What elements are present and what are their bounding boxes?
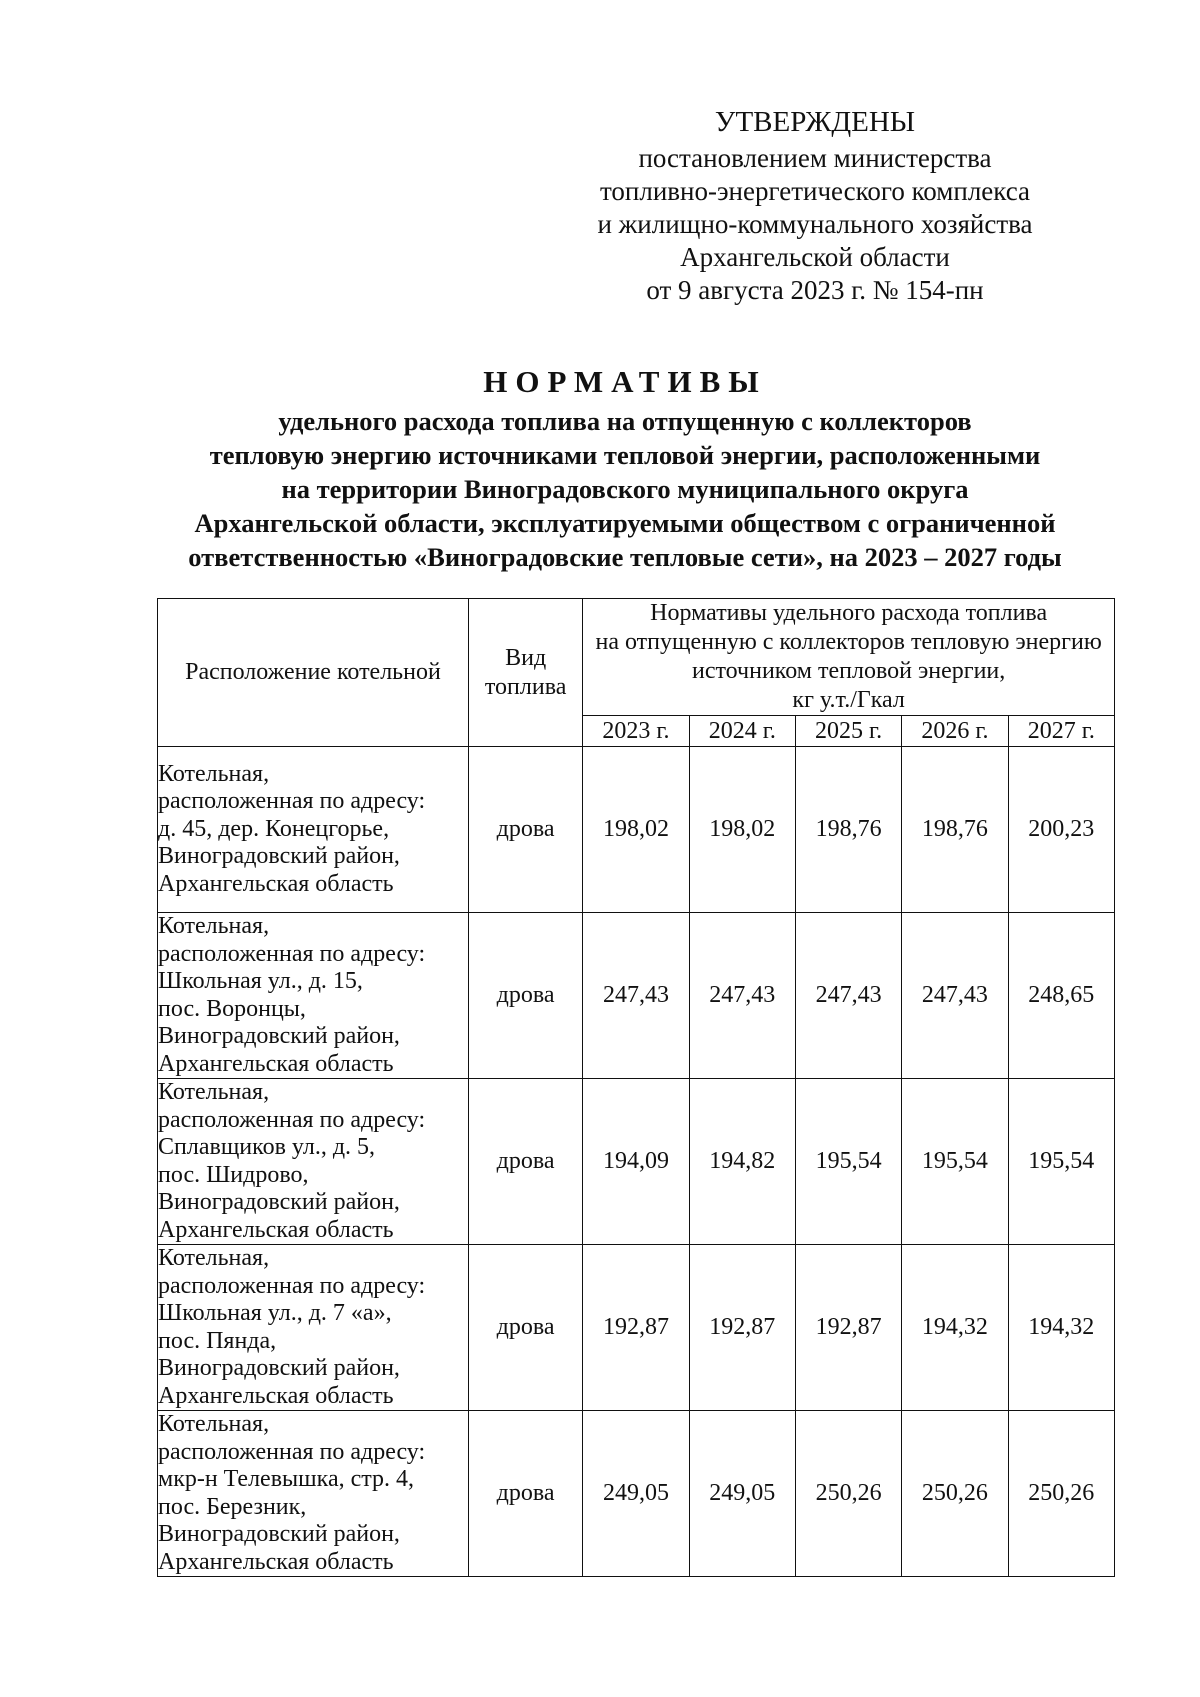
location-line: Котельная, xyxy=(158,760,270,787)
location-line: Архангельская область xyxy=(158,1382,394,1409)
approval-stamp xyxy=(560,106,1070,307)
norm-value: 249,05 xyxy=(689,1411,795,1577)
header-group-line: Нормативы удельного расхода топлива xyxy=(650,600,1048,626)
subtitle-line: тепловую энергию источниками тепловой энергии, расположенными xyxy=(209,440,1041,470)
location-line: Котельная, xyxy=(158,1245,270,1271)
norm-value: 247,43 xyxy=(795,913,901,1079)
location-line: Котельная, xyxy=(158,1411,270,1437)
fuel-type: дрова xyxy=(468,913,582,1079)
norm-value: 194,32 xyxy=(1008,1245,1114,1411)
location-line: мкр-н Телевышка, стр. 4, xyxy=(158,1466,415,1492)
table-row xyxy=(158,1245,1115,1411)
location-line: расположенная по адресу: xyxy=(158,1106,426,1133)
norm-value: 195,54 xyxy=(902,1079,1008,1245)
header-fuel-line: топлива xyxy=(484,673,567,700)
header-norms-group xyxy=(583,599,1115,716)
header-year: 2023 г. xyxy=(583,716,689,747)
norm-value: 194,32 xyxy=(902,1245,1008,1411)
header-year: 2024 г. xyxy=(689,716,795,747)
fuel-type: дрова xyxy=(468,747,582,913)
boiler-location xyxy=(158,1411,469,1577)
header-group-line: на отпущенную с коллекторов тепловую энергию xyxy=(595,629,1102,655)
location-line: Архангельская область xyxy=(158,870,394,897)
subtitle-line: на территории Виноградовского муниципального округа xyxy=(281,474,969,504)
norm-value: 198,76 xyxy=(902,747,1008,913)
location-line: пос. Шидрово, xyxy=(158,1161,309,1188)
fuel-type: дрова xyxy=(468,1245,582,1411)
location-line: Виноградовский район, xyxy=(158,1355,400,1381)
location-line: Архангельская область xyxy=(158,1050,394,1077)
header-year: 2027 г. xyxy=(1008,716,1114,747)
location-line: пос. Березник, xyxy=(158,1493,307,1520)
norm-value: 198,02 xyxy=(583,747,689,913)
location-line: Сплавщиков ул., д. 5, xyxy=(158,1134,376,1160)
norm-value: 194,09 xyxy=(583,1079,689,1245)
norm-value: 247,43 xyxy=(689,913,795,1079)
table-row xyxy=(158,1079,1115,1245)
location-line: Виноградовский район, xyxy=(158,843,400,870)
norm-value: 247,43 xyxy=(583,913,689,1079)
norm-value: 195,54 xyxy=(795,1079,901,1245)
norms-table xyxy=(157,598,1115,1577)
location-line: Архангельская область xyxy=(158,1548,394,1575)
location-line: Школьная ул., д. 7 «а», xyxy=(158,1300,392,1326)
table-row xyxy=(158,747,1115,913)
boiler-location xyxy=(158,1079,469,1245)
approval-line: и жилищно-коммунального хозяйства xyxy=(597,209,1033,239)
header-fuel-type xyxy=(468,599,582,747)
norm-value: 195,54 xyxy=(1008,1079,1114,1245)
norm-value: 192,87 xyxy=(689,1245,795,1411)
location-line: Школьная ул., д. 15, xyxy=(158,968,363,994)
table-row xyxy=(158,1411,1115,1577)
header-year: 2025 г. xyxy=(795,716,901,747)
norm-value: 192,87 xyxy=(795,1245,901,1411)
location-line: расположенная по адресу: xyxy=(158,1438,426,1465)
location-line: пос. Пянда, xyxy=(158,1327,277,1354)
norm-value: 250,26 xyxy=(795,1411,901,1577)
location-line: Архангельская область xyxy=(158,1216,394,1243)
location-line: расположенная по адресу: xyxy=(158,788,426,815)
header-year: 2026 г. xyxy=(902,716,1008,747)
norm-value: 250,26 xyxy=(902,1411,1008,1577)
subtitle-line: Архангельской области, эксплуатируемыми обществом с ограниченной xyxy=(194,508,1056,538)
approval-line: Архангельской области xyxy=(680,242,950,272)
location-line: д. 45, дер. Конецгорье, xyxy=(158,815,390,842)
fuel-type: дрова xyxy=(468,1411,582,1577)
location-line: расположенная по адресу: xyxy=(158,1272,426,1299)
location-line: Виноградовский район, xyxy=(158,1023,400,1049)
header-location: Расположение котельной xyxy=(158,599,469,747)
document-title: НОРМАТИВЫ xyxy=(483,364,767,399)
norm-value: 200,23 xyxy=(1008,747,1114,913)
norm-value: 198,76 xyxy=(795,747,901,913)
subtitle-line: ответственностью «Виноградовские тепловые сети», на 2023 – 2027 годы xyxy=(188,542,1062,572)
header-fuel-line: Вид xyxy=(505,644,547,671)
approval-line: постановлением министерства xyxy=(638,143,992,173)
document-subtitle xyxy=(150,404,1100,574)
location-line: Виноградовский район, xyxy=(158,1189,400,1215)
location-line: Котельная, xyxy=(158,913,270,939)
norm-value: 247,43 xyxy=(902,913,1008,1079)
norm-value: 250,26 xyxy=(1008,1411,1114,1577)
approval-line: от 9 августа 2023 г. № 154-пн xyxy=(646,275,984,305)
norm-value: 248,65 xyxy=(1008,913,1114,1079)
table-row xyxy=(158,913,1115,1079)
location-line: пос. Воронцы, xyxy=(158,995,306,1022)
subtitle-line: удельного расхода топлива на отпущенную с коллекторов xyxy=(278,406,972,436)
header-group-line: кг у.т./Гкал xyxy=(792,687,905,713)
boiler-location xyxy=(158,1245,469,1411)
norm-value: 249,05 xyxy=(583,1411,689,1577)
fuel-type: дрова xyxy=(468,1079,582,1245)
norm-value: 192,87 xyxy=(583,1245,689,1411)
location-line: расположенная по адресу: xyxy=(158,940,426,967)
boiler-location xyxy=(158,913,469,1079)
location-line: Виноградовский район, xyxy=(158,1521,400,1547)
boiler-location xyxy=(158,747,469,913)
document-heading xyxy=(150,362,1100,574)
approval-title: УТВЕРЖДЕНЫ xyxy=(714,106,916,138)
approval-line: топливно-энергетического комплекса xyxy=(599,176,1031,206)
norm-value: 194,82 xyxy=(689,1079,795,1245)
norm-value: 198,02 xyxy=(689,747,795,913)
header-group-line: источником тепловой энергии, xyxy=(692,658,1006,684)
location-line: Котельная, xyxy=(158,1079,270,1105)
